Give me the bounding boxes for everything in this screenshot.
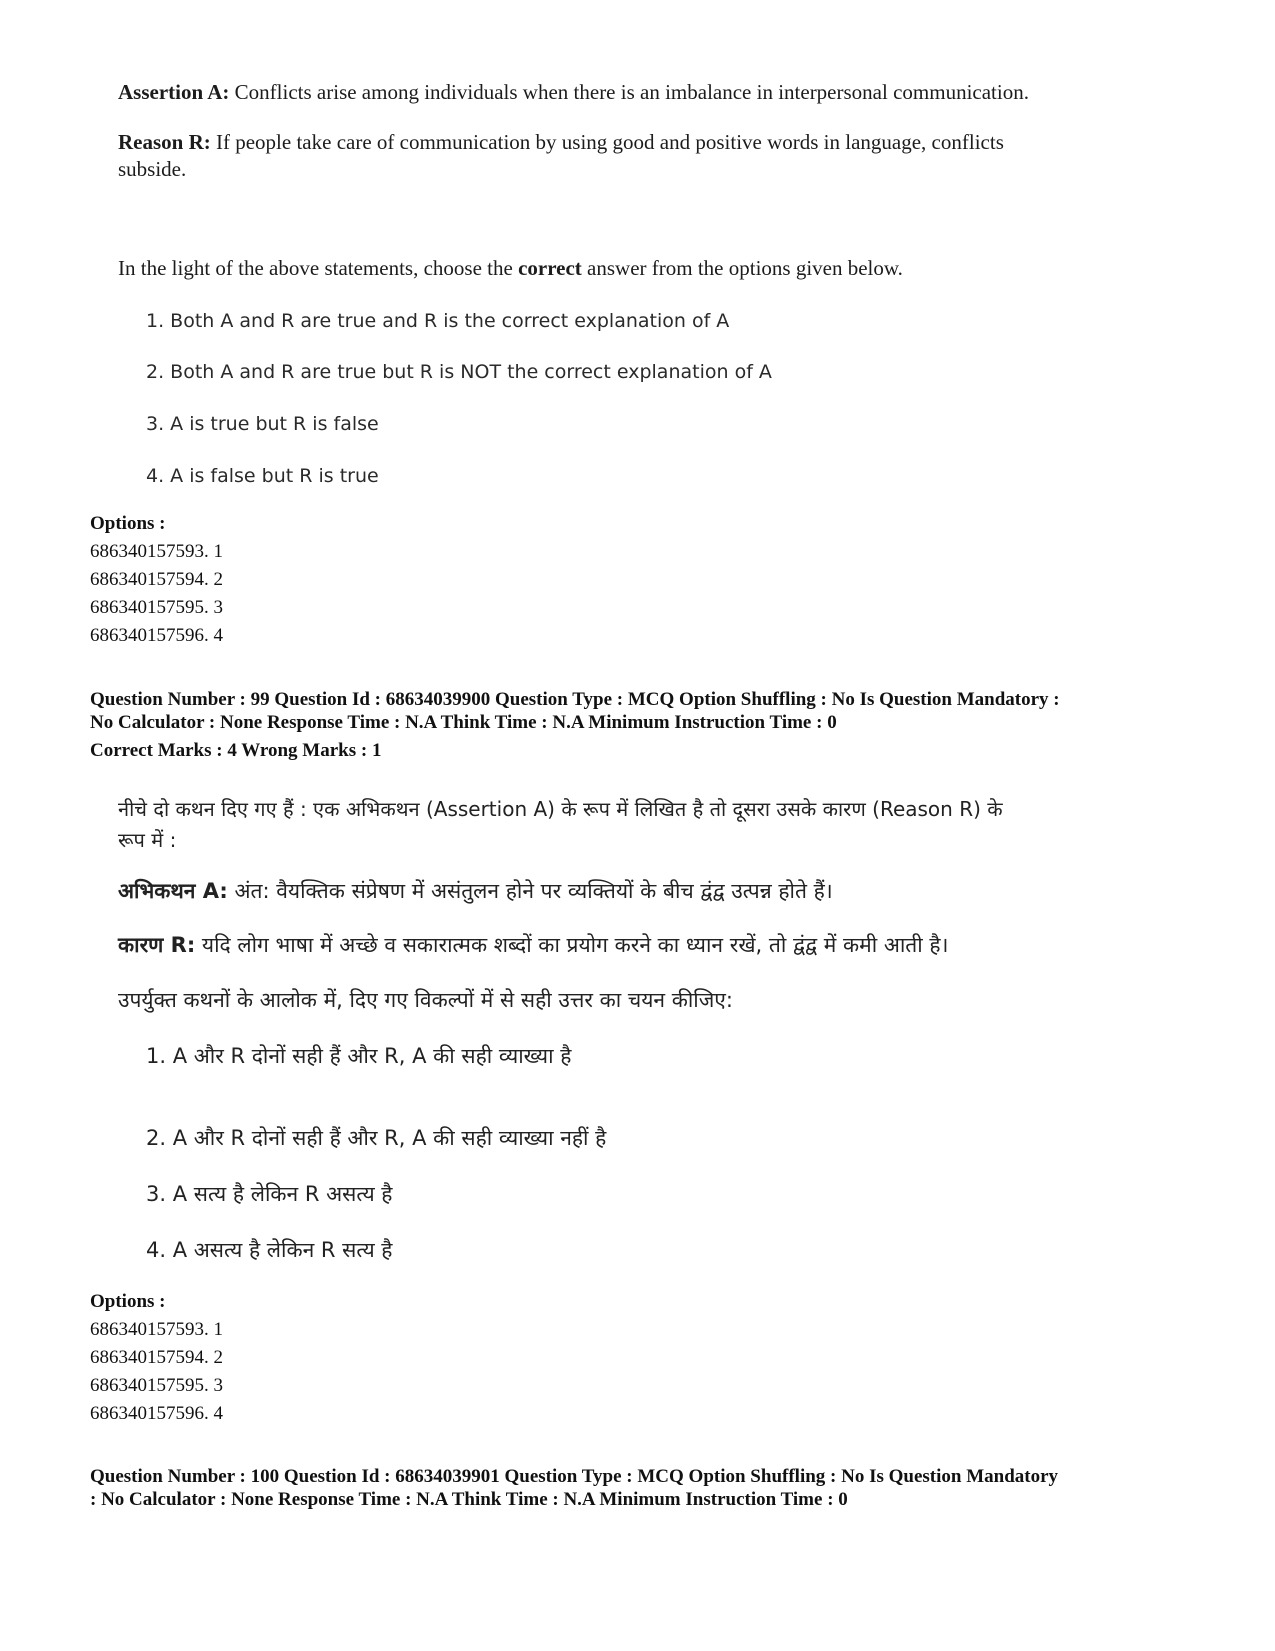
q98-instruction bbox=[118, 256, 903, 281]
q99-assertion-label: अभिकथन A: bbox=[118, 879, 228, 903]
q99-reason-text: यदि लोग भाषा में अच्छे व सकारात्मक शब्दों का प्रयोग करने का ध्यान रखें, तो द्वंद्व में कमी आती है। bbox=[195, 933, 949, 957]
q99-option-id-3: 686340157595. 3 bbox=[90, 1375, 223, 1396]
q99-instruction: उपर्युक्त कथनों के आलोक में, दिए गए विकल्पों में से सही उत्तर का चयन कीजिए: bbox=[118, 988, 733, 1012]
q98-option-id-3: 686340157595. 3 bbox=[90, 597, 223, 618]
q99-options-label: Options : bbox=[90, 1291, 166, 1312]
q99-option-id-4: 686340157596. 4 bbox=[90, 1403, 223, 1424]
q99-choice-4: 4. A असत्य है लेकिन R सत्य है bbox=[146, 1238, 393, 1262]
q99-assertion-text: अंत: वैयक्तिक संप्रेषण में असंतुलन होने पर व्यक्तियों के बीच द्वंद्व उत्पन्न होते हैं। bbox=[227, 879, 833, 903]
q99-reason bbox=[118, 931, 948, 959]
q99-option-id-1: 686340157593. 1 bbox=[90, 1319, 223, 1340]
q98-choice-2: 2. Both A and R are true but R is NOT the correct explanation of A bbox=[146, 361, 772, 383]
q98-reason-text: If people take care of communication by using good and positive words in language, conflicts bbox=[210, 130, 1004, 154]
q98-instruction-bold: correct bbox=[518, 256, 582, 280]
q99-choice-2: 2. A और R दोनों सही हैं और R, A की सही व्याख्या नहीं है bbox=[146, 1126, 607, 1150]
q100-meta-line-2: : No Calculator : None Response Time : N.A Think Time : N.A Minimum Instruction Time : 0 bbox=[90, 1489, 848, 1510]
q99-reason-label: कारण R: bbox=[118, 933, 196, 957]
q98-reason-continuation: subside. bbox=[118, 157, 187, 181]
q98-reason bbox=[118, 130, 1004, 155]
q98-option-id-1: 686340157593. 1 bbox=[90, 541, 223, 562]
q98-reason-label: Reason R: bbox=[118, 130, 211, 154]
q99-meta-line-2: No Calculator : None Response Time : N.A Think Time : N.A Minimum Instruction Time : 0 bbox=[90, 712, 837, 733]
q99-meta-line-1: Question Number : 99 Question Id : 68634039900 Question Type : MCQ Option Shuffling : No Is Question Mandatory : bbox=[90, 689, 1060, 710]
q99-intro-line-1: नीचे दो कथन दिए गए हैं : एक अभिकथन (Assertion A) के रूप में लिखित है तो दूसरा उसके कारण (Reason R) के bbox=[118, 797, 1003, 821]
q99-intro-line-2: रूप में : bbox=[118, 828, 177, 852]
q98-choice-1: 1. Both A and R are true and R is the correct explanation of A bbox=[146, 310, 730, 332]
q98-assertion-label: Assertion A: bbox=[118, 80, 230, 104]
q99-meta-line-3: Correct Marks : 4 Wrong Marks : 1 bbox=[90, 740, 382, 761]
q98-assertion-text: Conflicts arise among individuals when there is an imbalance in interpersonal communication. bbox=[229, 80, 1029, 104]
q98-instruction-pre: In the light of the above statements, choose the bbox=[118, 256, 519, 280]
q98-choice-3: 3. A is true but R is false bbox=[146, 413, 379, 435]
q98-options-label: Options : bbox=[90, 513, 166, 534]
q99-choice-3: 3. A सत्य है लेकिन R असत्य है bbox=[146, 1182, 393, 1206]
q99-assertion bbox=[118, 877, 833, 905]
q100-meta-line-1: Question Number : 100 Question Id : 68634039901 Question Type : MCQ Option Shuffling : No Is Question Mandatory bbox=[90, 1466, 1059, 1487]
q98-assertion bbox=[118, 80, 1029, 105]
q98-option-id-2: 686340157594. 2 bbox=[90, 569, 223, 590]
q98-option-id-4: 686340157596. 4 bbox=[90, 625, 223, 646]
q98-instruction-post: answer from the options given below. bbox=[581, 256, 903, 280]
q99-option-id-2: 686340157594. 2 bbox=[90, 1347, 223, 1368]
q99-choice-1: 1. A और R दोनों सही हैं और R, A की सही व्याख्या है bbox=[146, 1044, 572, 1068]
q98-choice-4: 4. A is false but R is true bbox=[146, 465, 379, 487]
